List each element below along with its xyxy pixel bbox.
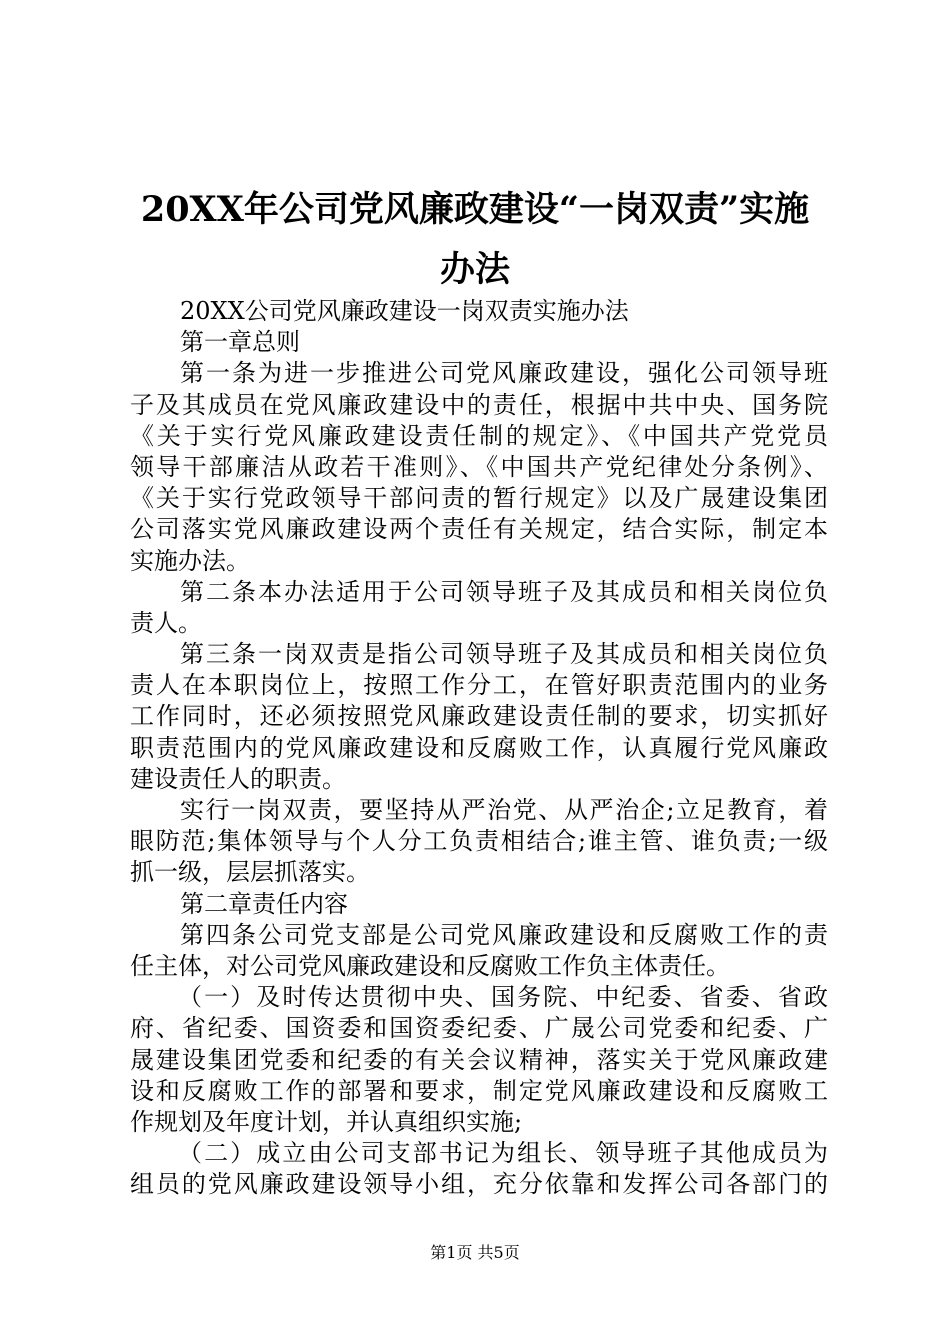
paragraph-line: 职责范围内的党风廉政建设和反腐败工作，认真履行党风廉政 xyxy=(130,733,828,762)
paragraph-line: 子及其成员在党风廉政建设中的责任，根据中共中央、国务院 xyxy=(130,390,828,419)
document-title-line-2: 办法 xyxy=(439,249,510,290)
page-number-footer: 第1页 共5页 xyxy=(430,1243,520,1262)
paragraph-line: 公司落实党风廉政建设两个责任有关规定，结合实际，制定本 xyxy=(130,515,828,544)
chapter-heading: 第一章总则 xyxy=(180,328,300,357)
paragraph-line: 责人。 xyxy=(130,608,202,637)
paragraph-line: （二）成立由公司支部书记为组长、领导班子其他成员为 xyxy=(178,1139,828,1168)
paragraph-line: 第二条本办法适用于公司领导班子及其成员和相关岗位负 xyxy=(180,577,828,606)
paragraph-line: 抓一级，层层抓落实。 xyxy=(130,858,370,887)
paragraph-line: 第四条公司党支部是公司党风廉政建设和反腐败工作的责 xyxy=(180,920,828,949)
paragraph-line: 组员的党风廉政建设领导小组，充分依靠和发挥公司各部门的 xyxy=(130,1170,828,1199)
paragraph-line: 建设责任人的职责。 xyxy=(130,764,346,793)
paragraph-line: 工作同时，还必须按照党风廉政建设责任制的要求，切实抓好 xyxy=(130,702,828,731)
paragraph-line: 《关于实行党政领导干部问责的暂行规定》以及广晟建设集团 xyxy=(130,484,828,513)
paragraph-line: 任主体，对公司党风廉政建设和反腐败工作负主体责任。 xyxy=(130,951,730,980)
paragraph-line: 府、省纪委、国资委和国资委纪委、广晟公司党委和纪委、广 xyxy=(130,1014,828,1043)
paragraph-line: 作规划及年度计划，并认真组织实施; xyxy=(130,1107,523,1136)
paragraph-line: 责人在本职岗位上，按照工作分工，在管好职责范围内的业务 xyxy=(130,671,828,700)
document-body xyxy=(130,296,828,1200)
paragraph-line: 第三条一岗双责是指公司领导班子及其成员和相关岗位负 xyxy=(180,640,828,669)
paragraph-line: 《关于实行党风廉政建设责任制的规定》、《中国共产党党员 xyxy=(130,421,828,450)
document-title-line-1: 20XX年公司党风廉政建设“一岗双责”实施 xyxy=(140,189,810,230)
paragraph-line: 设和反腐败工作的部署和要求，制定党风廉政建设和反腐败工 xyxy=(130,1076,828,1105)
subtitle-line: 20XX公司党风廉政建设一岗双责实施办法 xyxy=(180,297,629,325)
chapter-heading: 第二章责任内容 xyxy=(180,889,348,918)
paragraph-line: 眼防范;集体领导与个人分工负责相结合;谁主管、谁负责;一级 xyxy=(130,827,828,856)
paragraph-line: 实施办法。 xyxy=(130,546,250,575)
paragraph-line: （一）及时传达贯彻中央、国务院、中纪委、省委、省政 xyxy=(178,983,828,1012)
paragraph-line: 领导干部廉洁从政若干准则》、《中国共产党纪律处分条例》、 xyxy=(130,452,828,481)
paragraph-line: 第一条为进一步推进公司党风廉政建设，强化公司领导班 xyxy=(180,359,828,388)
paragraph-line: 晟建设集团党委和纪委的有关会议精神，落实关于党风廉政建 xyxy=(130,1045,828,1074)
paragraph-line: 实行一岗双责，要坚持从严治党、从严治企;立足教育，着 xyxy=(180,796,828,824)
